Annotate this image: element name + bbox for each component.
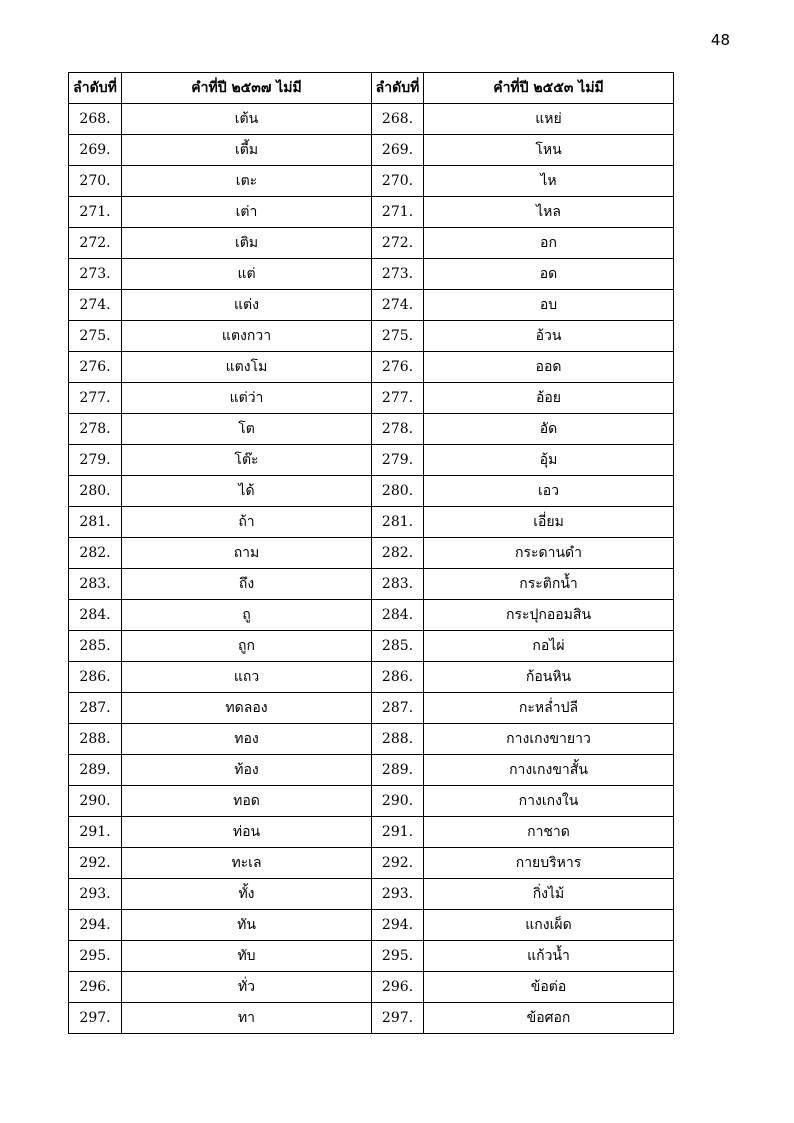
table-row	[69, 383, 674, 414]
order-cell: 276.	[372, 352, 424, 383]
word-cell-2010: ข้อต่อ	[424, 972, 674, 1003]
word-cell-2010: ข้อศอก	[424, 1003, 674, 1034]
order-cell: 290.	[372, 786, 424, 817]
order-cell: 286.	[372, 662, 424, 693]
order-cell: 274.	[69, 290, 122, 321]
word-cell-2010: กอไผ่	[424, 631, 674, 662]
order-cell: 294.	[69, 910, 122, 941]
word-cell-2010: ไหล	[424, 197, 674, 228]
header-order-2: ลำดับที่	[372, 73, 424, 104]
order-cell: 278.	[372, 414, 424, 445]
word-cell-2010: เอี่ยม	[424, 507, 674, 538]
word-cell-1994: ได้	[122, 476, 372, 507]
table-row	[69, 910, 674, 941]
order-cell: 293.	[372, 879, 424, 910]
word-cell-1994: ทดลอง	[122, 693, 372, 724]
order-cell: 290.	[69, 786, 122, 817]
order-cell: 274.	[372, 290, 424, 321]
order-cell: 279.	[69, 445, 122, 476]
word-cell-1994: แต่	[122, 259, 372, 290]
order-cell: 281.	[372, 507, 424, 538]
order-cell: 292.	[372, 848, 424, 879]
table-row	[69, 848, 674, 879]
word-cell-2010: อุ้ม	[424, 445, 674, 476]
word-cell-2010: กระติกน้ำ	[424, 569, 674, 600]
page-number: 48	[710, 31, 730, 49]
order-cell: 296.	[372, 972, 424, 1003]
order-cell: 271.	[69, 197, 122, 228]
table-row	[69, 290, 674, 321]
word-cell-2010: เอว	[424, 476, 674, 507]
order-cell: 294.	[372, 910, 424, 941]
table-row	[69, 693, 674, 724]
word-cell-2010: กางเกงขายาว	[424, 724, 674, 755]
table-row	[69, 445, 674, 476]
order-cell: 295.	[372, 941, 424, 972]
order-cell: 288.	[372, 724, 424, 755]
order-cell: 282.	[372, 538, 424, 569]
word-cell-2010: กาชาด	[424, 817, 674, 848]
order-cell: 272.	[372, 228, 424, 259]
header-words-1: คำที่ปี ๒๕๓๗ ไม่มี	[122, 73, 372, 104]
word-cell-1994: เติม	[122, 228, 372, 259]
table-row	[69, 631, 674, 662]
order-cell: 268.	[372, 104, 424, 135]
word-cell-1994: ทา	[122, 1003, 372, 1034]
order-cell: 295.	[69, 941, 122, 972]
table-row	[69, 724, 674, 755]
word-cell-2010: กะหล่ำปลี	[424, 693, 674, 724]
table-row	[69, 414, 674, 445]
order-cell: 296.	[69, 972, 122, 1003]
table-row	[69, 228, 674, 259]
order-cell: 289.	[372, 755, 424, 786]
table-row	[69, 1003, 674, 1034]
word-cell-1994: ทั้ง	[122, 879, 372, 910]
order-cell: 289.	[69, 755, 122, 786]
table-row	[69, 786, 674, 817]
order-cell: 269.	[69, 135, 122, 166]
word-cell-1994: ถาม	[122, 538, 372, 569]
table-row	[69, 569, 674, 600]
word-cell-2010: อัด	[424, 414, 674, 445]
table-row	[69, 104, 674, 135]
order-cell: 283.	[372, 569, 424, 600]
order-cell: 285.	[69, 631, 122, 662]
order-cell: 272.	[69, 228, 122, 259]
word-cell-1994: ถ้า	[122, 507, 372, 538]
word-cell-1994: แตงกวา	[122, 321, 372, 352]
word-cell-2010: อ้วน	[424, 321, 674, 352]
table-row	[69, 538, 674, 569]
order-cell: 278.	[69, 414, 122, 445]
word-cell-2010: กางเกงขาสั้น	[424, 755, 674, 786]
table-row	[69, 352, 674, 383]
order-cell: 286.	[69, 662, 122, 693]
word-cell-1994: ถูก	[122, 631, 372, 662]
header-order-1: ลำดับที่	[69, 73, 122, 104]
word-cell-2010: อก	[424, 228, 674, 259]
word-cell-1994: เตะ	[122, 166, 372, 197]
order-cell: 287.	[69, 693, 122, 724]
header-words-2: คำที่ปี ๒๕๕๓ ไม่มี	[424, 73, 674, 104]
order-cell: 285.	[372, 631, 424, 662]
word-cell-1994: เต่า	[122, 197, 372, 228]
word-cell-1994: แต่ง	[122, 290, 372, 321]
table-row	[69, 135, 674, 166]
table-row	[69, 259, 674, 290]
word-cell-1994: ทะเล	[122, 848, 372, 879]
word-cell-2010: แก้วน้ำ	[424, 941, 674, 972]
order-cell: 292.	[69, 848, 122, 879]
table-row	[69, 476, 674, 507]
table-row	[69, 321, 674, 352]
word-cell-2010: กิ่งไม้	[424, 879, 674, 910]
table-row	[69, 941, 674, 972]
word-cell-2010: กางเกงใน	[424, 786, 674, 817]
word-cell-1994: ท่อน	[122, 817, 372, 848]
table-row	[69, 879, 674, 910]
order-cell: 280.	[69, 476, 122, 507]
word-comparison-table	[68, 72, 674, 1034]
word-cell-2010: ก้อนหิน	[424, 662, 674, 693]
word-cell-2010: แกงเผ็ด	[424, 910, 674, 941]
order-cell: 288.	[69, 724, 122, 755]
order-cell: 273.	[372, 259, 424, 290]
order-cell: 277.	[372, 383, 424, 414]
order-cell: 273.	[69, 259, 122, 290]
order-cell: 287.	[372, 693, 424, 724]
word-cell-1994: ถู	[122, 600, 372, 631]
word-cell-2010: ไห	[424, 166, 674, 197]
order-cell: 291.	[372, 817, 424, 848]
word-cell-2010: อด	[424, 259, 674, 290]
order-cell: 281.	[69, 507, 122, 538]
order-cell: 270.	[372, 166, 424, 197]
order-cell: 275.	[69, 321, 122, 352]
table-header-row	[69, 73, 674, 104]
word-cell-1994: แต่ว่า	[122, 383, 372, 414]
order-cell: 279.	[372, 445, 424, 476]
word-cell-2010: โหน	[424, 135, 674, 166]
order-cell: 282.	[69, 538, 122, 569]
order-cell: 268.	[69, 104, 122, 135]
word-cell-1994: โต๊ะ	[122, 445, 372, 476]
word-cell-1994: ทั่ว	[122, 972, 372, 1003]
word-cell-1994: แถว	[122, 662, 372, 693]
order-cell: 293.	[69, 879, 122, 910]
word-cell-1994: ทอด	[122, 786, 372, 817]
order-cell: 297.	[69, 1003, 122, 1034]
order-cell: 276.	[69, 352, 122, 383]
order-cell: 284.	[69, 600, 122, 631]
order-cell: 275.	[372, 321, 424, 352]
word-cell-2010: กระปุกออมสิน	[424, 600, 674, 631]
order-cell: 280.	[372, 476, 424, 507]
word-cell-2010: กระดานดำ	[424, 538, 674, 569]
order-cell: 270.	[69, 166, 122, 197]
table-body	[69, 104, 674, 1034]
word-cell-1994: โต	[122, 414, 372, 445]
table-row	[69, 197, 674, 228]
table-row	[69, 972, 674, 1003]
word-cell-1994: ทับ	[122, 941, 372, 972]
word-cell-1994: เต้น	[122, 104, 372, 135]
order-cell: 277.	[69, 383, 122, 414]
order-cell: 283.	[69, 569, 122, 600]
word-cell-1994: แตงโม	[122, 352, 372, 383]
order-cell: 291.	[69, 817, 122, 848]
word-cell-1994: ทัน	[122, 910, 372, 941]
table-row	[69, 817, 674, 848]
word-cell-1994: ทอง	[122, 724, 372, 755]
word-cell-2010: ออด	[424, 352, 674, 383]
word-cell-2010: แหย่	[424, 104, 674, 135]
word-cell-1994: ท้อง	[122, 755, 372, 786]
word-cell-2010: อบ	[424, 290, 674, 321]
table-row	[69, 507, 674, 538]
order-cell: 271.	[372, 197, 424, 228]
table-row	[69, 600, 674, 631]
table-row	[69, 755, 674, 786]
word-cell-1994: เตี้ม	[122, 135, 372, 166]
word-cell-1994: ถึง	[122, 569, 372, 600]
order-cell: 269.	[372, 135, 424, 166]
order-cell: 297.	[372, 1003, 424, 1034]
word-cell-2010: กายบริหาร	[424, 848, 674, 879]
table-row	[69, 166, 674, 197]
order-cell: 284.	[372, 600, 424, 631]
word-cell-2010: อ้อย	[424, 383, 674, 414]
table-row	[69, 662, 674, 693]
